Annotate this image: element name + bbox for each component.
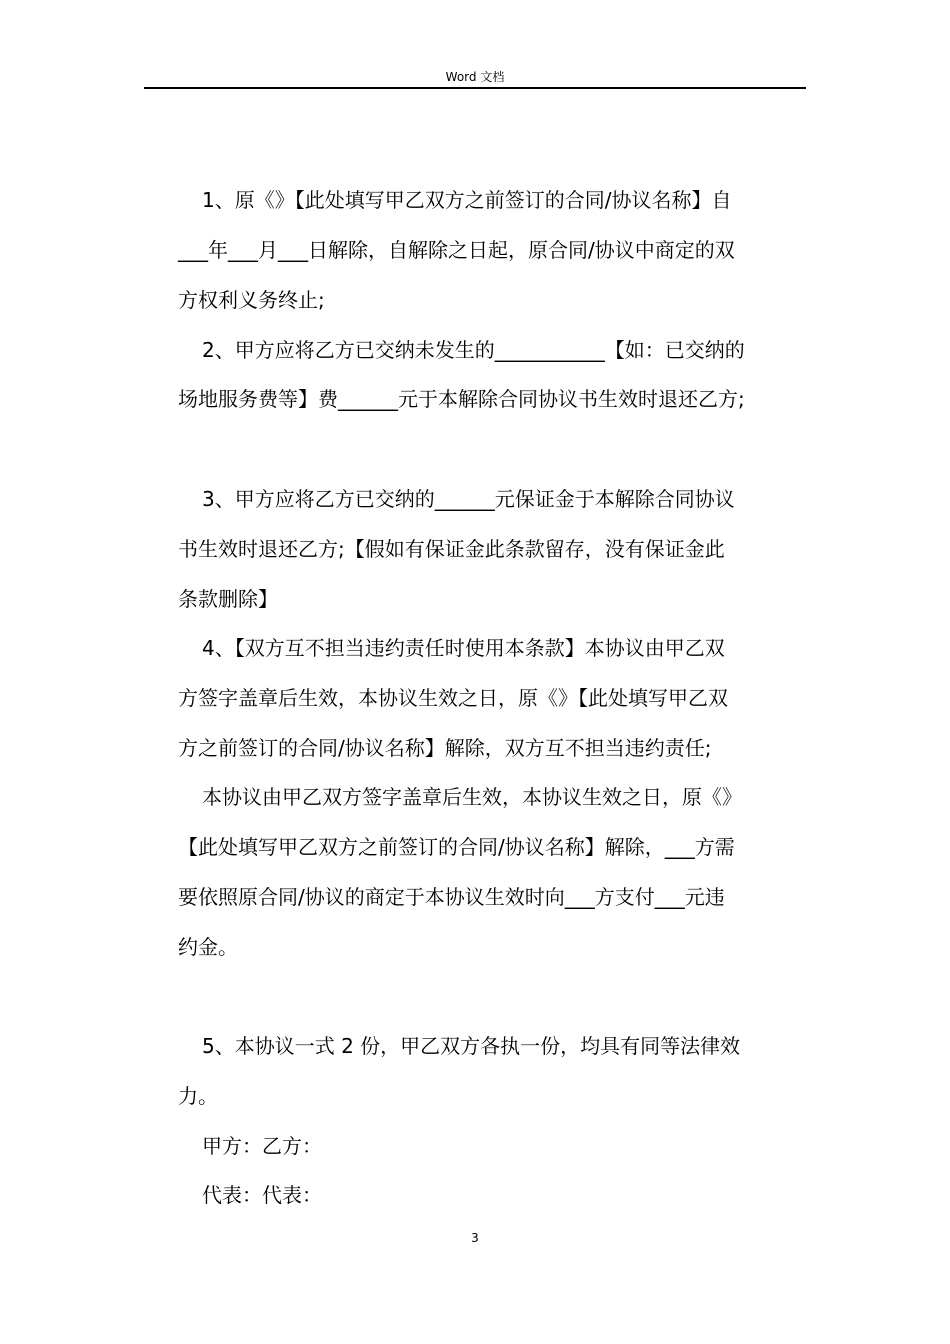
clause-4-line-2: 方签字盖章后生效，本协议生效之日，原《》【此处填写甲乙双: [178, 686, 728, 710]
clause-1-line-2: ___年___月___日解除，自解除之日起，原合同/协议中商定的双: [178, 238, 735, 262]
clause-2-line-2: 场地服务费等】费______元于本解除合同协议书生效时退还乙方;: [178, 387, 745, 411]
clause-5-line-2: 力。: [178, 1084, 218, 1108]
clause-2-line-1: 2、甲方应将乙方已交纳未发生的___________【如：已交纳的: [202, 338, 745, 362]
alt-clause-line-1: 本协议由甲乙双方签字盖章后生效，本协议生效之日，原《》: [202, 785, 742, 809]
clause-1-line-1: 1、原《》【此处填写甲乙双方之前签订的合同/协议名称】自: [202, 188, 732, 212]
signature-party-line: 甲方：乙方：: [202, 1134, 322, 1158]
clause-3-line-3: 条款删除】: [178, 587, 278, 611]
clause-3-line-2: 书生效时退还乙方;【假如有保证金此条款留存，没有保证金此: [178, 537, 725, 561]
alt-clause-line-4: 约金。: [178, 935, 238, 959]
page-number: 3: [471, 1231, 479, 1245]
alt-clause-line-3: 要依照原合同/协议的商定于本协议生效时向___方支付___元违: [178, 885, 725, 909]
clause-4-line-3: 方之前签订的合同/协议名称】解除，双方互不担当违约责任;: [178, 736, 712, 760]
clause-5-line-1: 5、本协议一式 2 份，甲乙双方各执一份，均具有同等法律效: [202, 1034, 741, 1058]
clause-3-line-1: 3、甲方应将乙方已交纳的______元保证金于本解除合同协议: [202, 487, 735, 511]
clause-4-line-1: 4、【双方互不担当违约责任时使用本条款】本协议由甲乙双: [202, 636, 725, 660]
page-header-title: Word 文档: [445, 70, 505, 84]
alt-clause-line-2: 【此处填写甲乙双方之前签订的合同/协议名称】解除，___方需: [178, 835, 735, 859]
clause-1-line-3: 方权利义务终止;: [178, 288, 325, 312]
signature-representative-line: 代表：代表：: [202, 1183, 322, 1207]
header-divider: [144, 87, 806, 89]
